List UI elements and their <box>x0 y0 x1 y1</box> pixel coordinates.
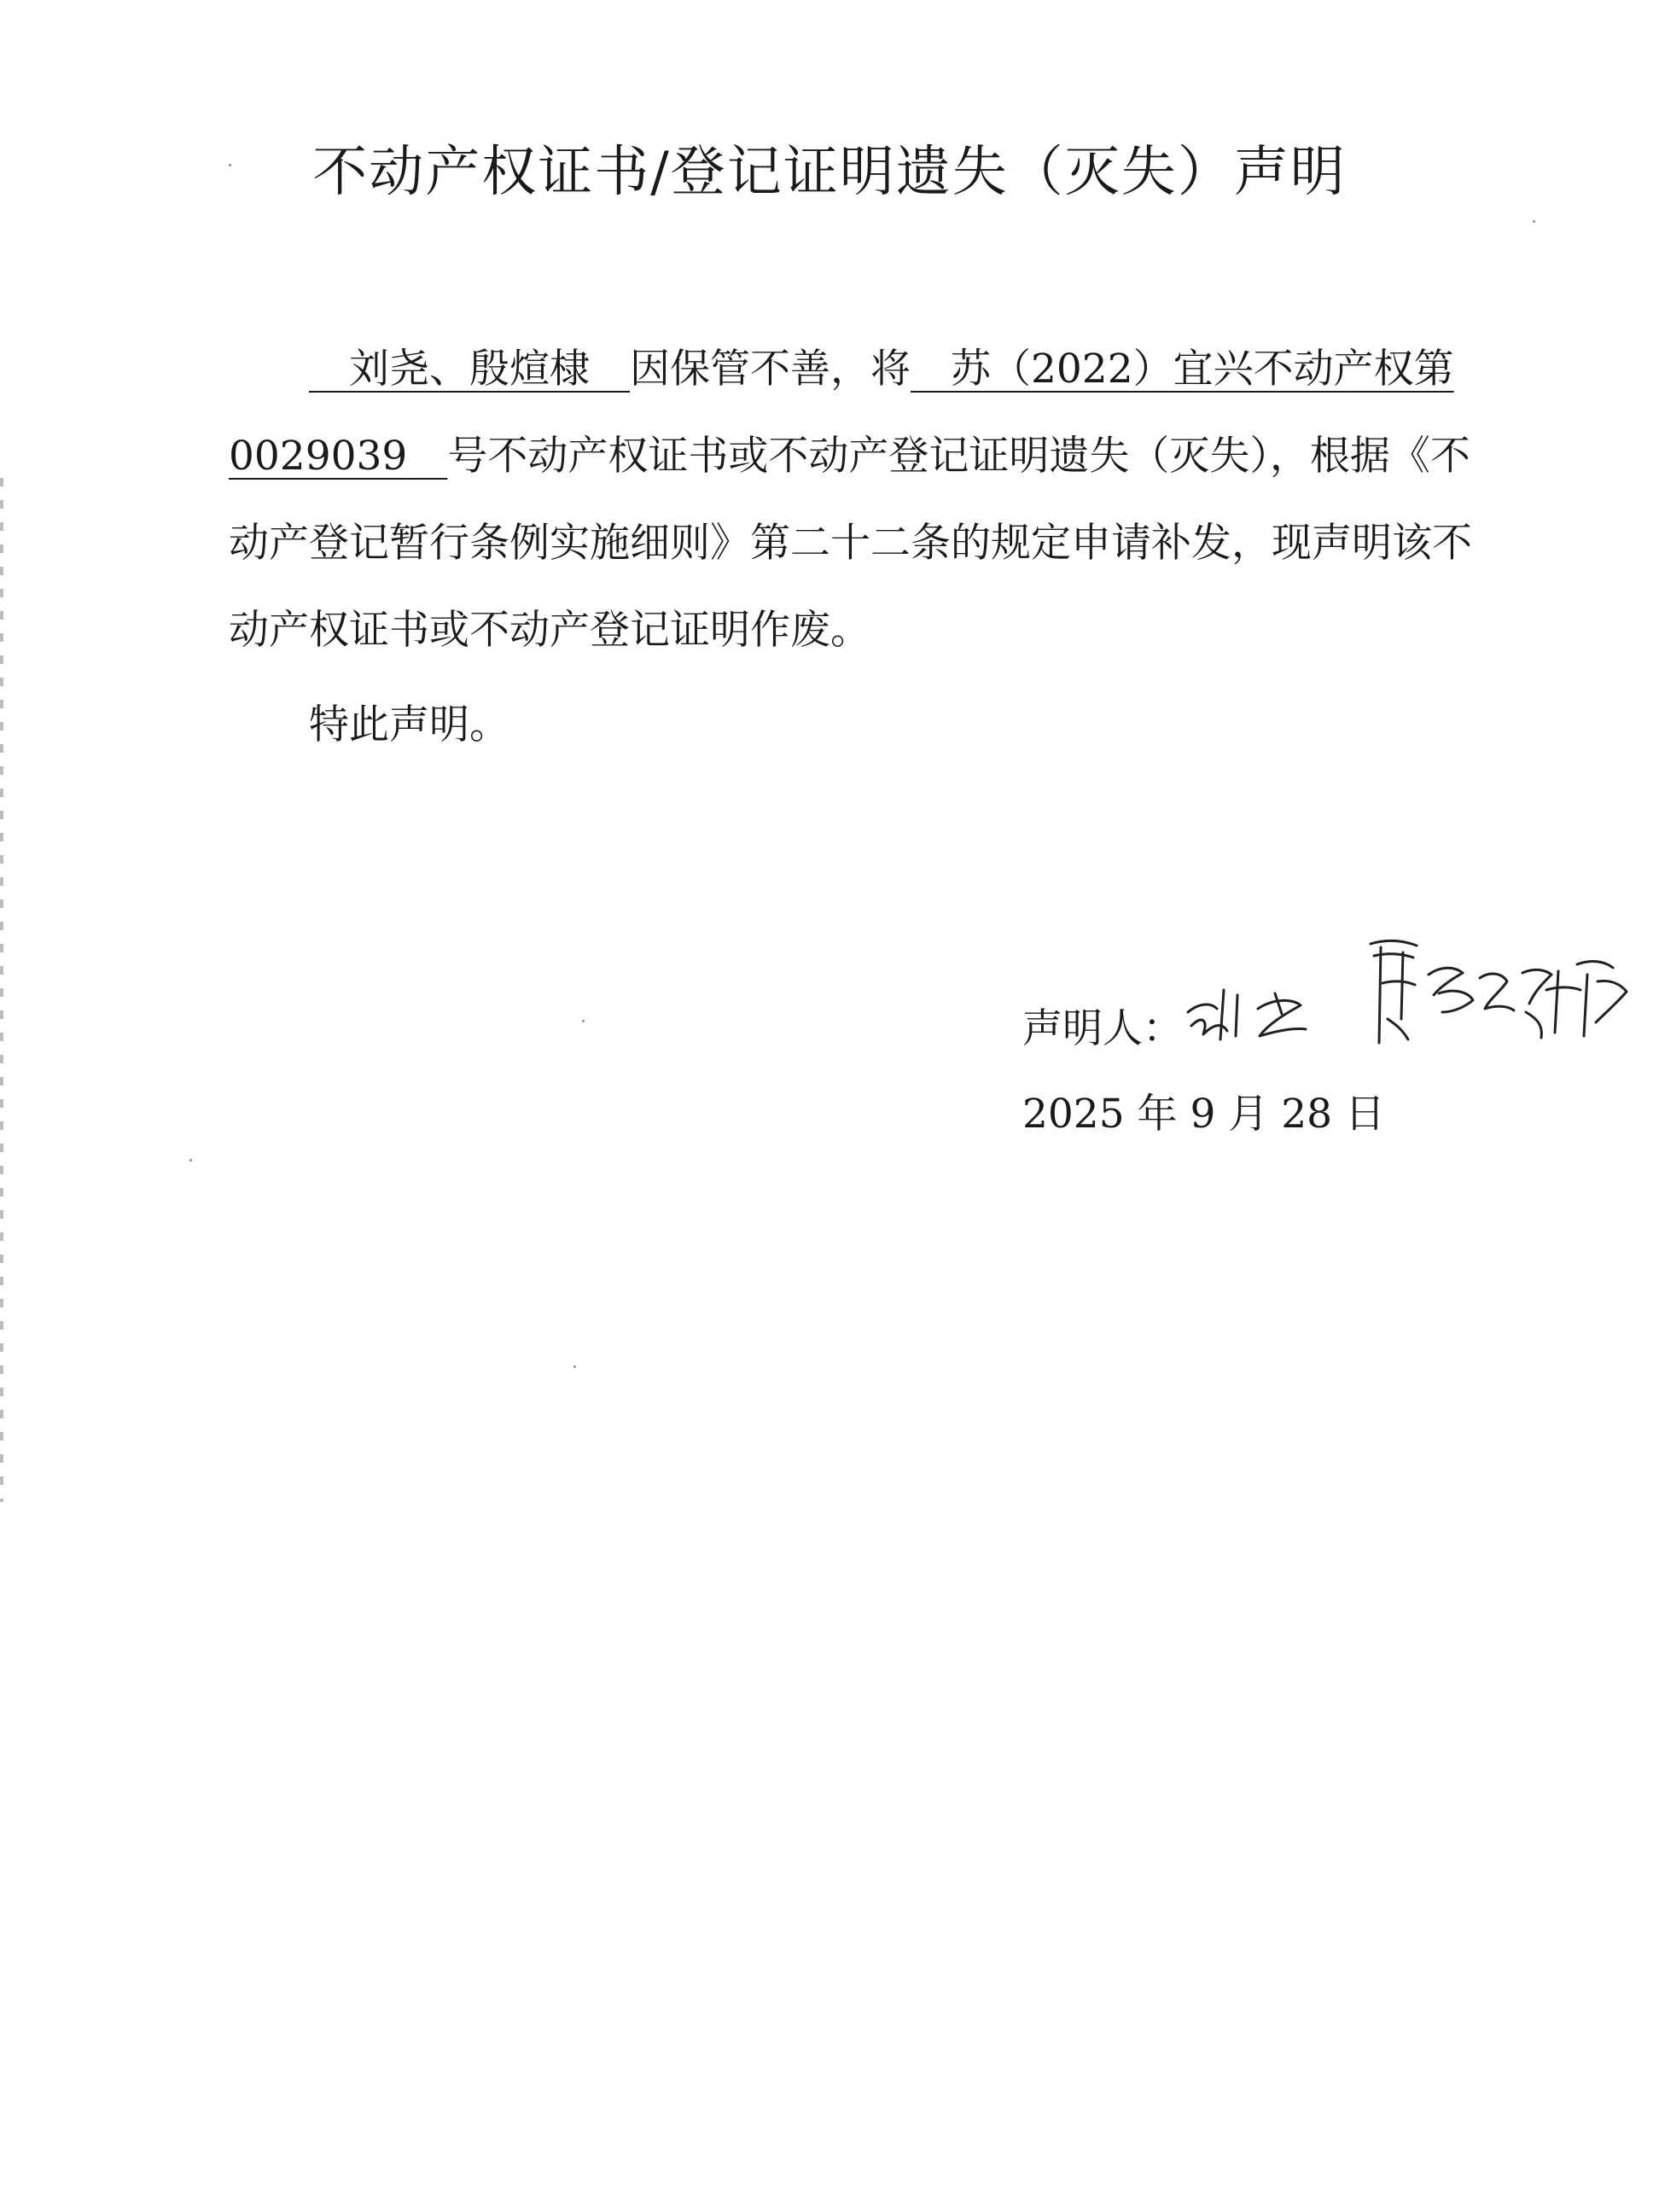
owner-names: 刘尧、殷煊棣 <box>349 346 590 393</box>
scan-speck <box>1533 220 1535 223</box>
scan-speck <box>582 1020 585 1022</box>
scan-speck <box>229 164 231 166</box>
body-text-2: 号不动产权证书或不动产登记证明遗失（灭失），根据《不动产登记暂行条例实施细则》第二十二条的规定申请补发，现声明该不动产权证书或不动产登记证明作废。 <box>229 433 1472 654</box>
declarant-label: 声明人： <box>1022 1005 1183 1052</box>
scan-speck <box>189 1159 192 1161</box>
statement-date: 2025 年 9 月 28 日 <box>1022 1091 1386 1138</box>
closing-text: 特此声明。 <box>309 701 509 748</box>
certificate-number: 苏（2022）宜兴不动产权第0029039 <box>229 346 1454 480</box>
scan-edge-artifact <box>0 478 3 1502</box>
body-text-1: 因保管不善，将 <box>630 346 911 393</box>
document-title: 不动产权证书/登记证明遗失（灭失）声明 <box>312 141 1347 204</box>
handwritten-signature <box>1173 930 1633 1050</box>
scan-speck <box>573 1365 576 1368</box>
statement-body <box>229 326 1483 674</box>
